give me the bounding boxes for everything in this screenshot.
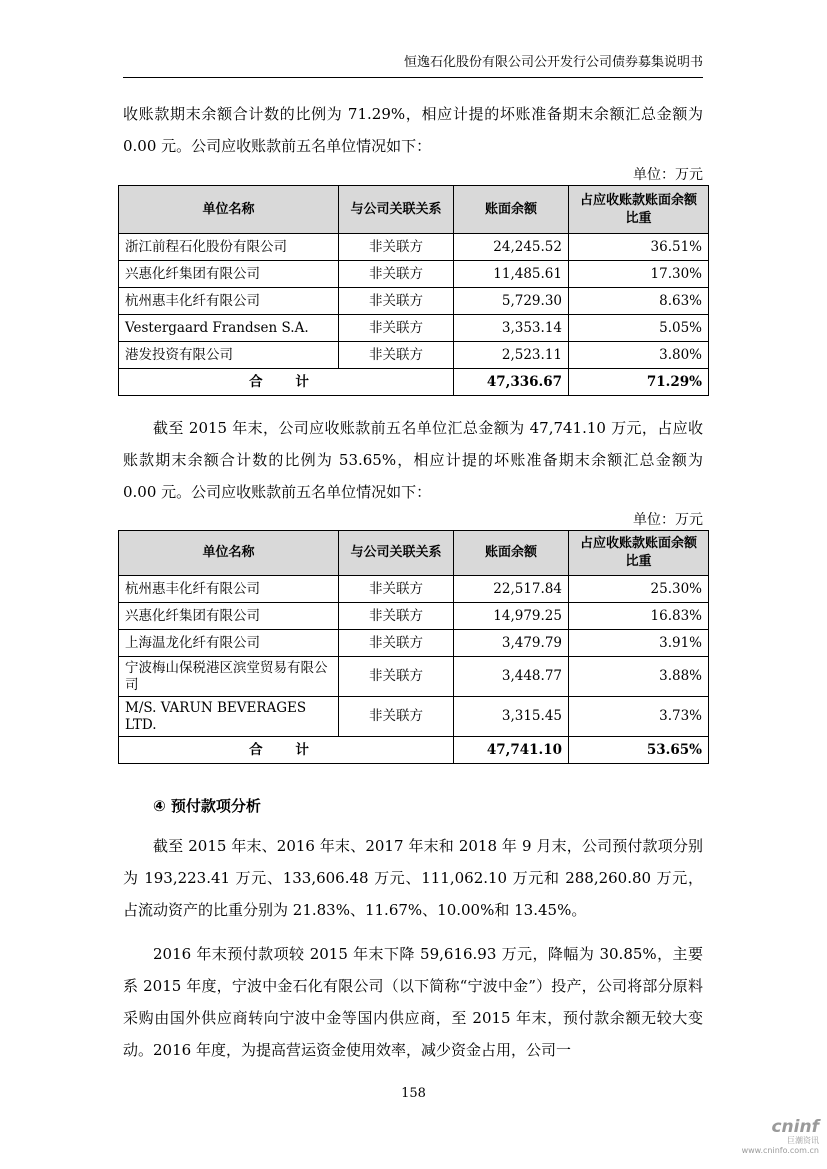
total-balance: 47,741.10 (454, 737, 569, 764)
table-row (119, 657, 709, 697)
cell-relation: 非关联方 (339, 697, 454, 737)
cell-balance: 3,315.45 (454, 697, 569, 737)
paragraph-receivables-2015: 截至 2015 年末，公司应收账款前五名单位汇总金额为 47,741.10 万元，占应收账款期末余额合计数的比例为 53.65%，相应计提的坏账准备期末余额汇总金额为 0.00 元。公司应收账款前五名单位情况如下： (123, 419, 703, 501)
cninfo-logo (739, 1118, 819, 1156)
header-divider (123, 77, 703, 78)
cell-relation: 非关联方 (339, 234, 454, 261)
receivables-table-2 (118, 530, 709, 764)
col-header-balance: 账面余额 (454, 531, 569, 576)
document-header: 恒逸石化股份有限公司公开发行公司债券募集说明书 (403, 55, 703, 70)
cell-relation: 非关联方 (339, 657, 454, 697)
receivables-table-1 (118, 185, 709, 396)
cell-name: Vestergaard Frandsen S.A. (119, 315, 339, 342)
cell-name: 港发投资有限公司 (119, 342, 339, 369)
total-balance: 47,336.67 (454, 369, 569, 396)
paragraph-receivables-2016: 收账款期末余额合计数的比例为 71.29%，相应计提的坏账准备期末余额汇总金额为 0.00 元。公司应收账款前五名单位情况如下： (123, 105, 703, 155)
total-ratio: 53.65% (569, 737, 709, 764)
table1-unit: 单位：万元 (633, 167, 703, 183)
table-row (119, 342, 709, 369)
cell-ratio: 3.91% (569, 630, 709, 657)
cell-ratio: 16.83% (569, 603, 709, 630)
cell-name: 兴惠化纤集团有限公司 (119, 261, 339, 288)
table-total-row (119, 737, 709, 764)
total-label: 合 计 (119, 737, 454, 764)
table2-unit: 单位：万元 (633, 512, 703, 528)
cell-name: 浙江前程石化股份有限公司 (119, 234, 339, 261)
cell-relation: 非关联方 (339, 315, 454, 342)
cell-ratio: 5.05% (569, 315, 709, 342)
col-header-relation: 与公司关联关系 (339, 186, 454, 234)
cell-balance: 24,245.52 (454, 234, 569, 261)
cell-relation: 非关联方 (339, 342, 454, 369)
cell-ratio: 8.63% (569, 288, 709, 315)
table-row (119, 315, 709, 342)
cell-balance: 3,353.14 (454, 315, 569, 342)
cell-ratio: 3.73% (569, 697, 709, 737)
cell-name: M/S. VARUN BEVERAGES LTD. (119, 697, 339, 737)
table-row (119, 697, 709, 737)
cell-relation: 非关联方 (339, 630, 454, 657)
table-row (119, 630, 709, 657)
total-label: 合 计 (119, 369, 454, 396)
table-row (119, 288, 709, 315)
col-header-ratio: 占应收账款账面余额比重 (569, 186, 709, 234)
logo-url-text: www.cninfo.com.cn (741, 1146, 819, 1155)
section-heading: ④ 预付款项分析 (153, 797, 261, 815)
cell-balance: 3,479.79 (454, 630, 569, 657)
paragraph-prepayments: 截至 2015 年末、2016 年末、2017 年末和 2018 年 9 月末，公司预付款项分别为 193,223.41 万元、133,606.48 万元、111,062.10 万元和 288,260.80 万元，占流动资产的比重分别为 21.83%、11.67%、10.00%和 13.45%。 (123, 837, 703, 919)
cell-name: 杭州惠丰化纤有限公司 (119, 288, 339, 315)
cell-relation: 非关联方 (339, 603, 454, 630)
col-header-name: 单位名称 (119, 531, 339, 576)
cell-ratio: 17.30% (569, 261, 709, 288)
total-ratio: 71.29% (569, 369, 709, 396)
cell-name: 上海温龙化纤有限公司 (119, 630, 339, 657)
cell-name: 宁波梅山保税港区滨堂贸易有限公司 (119, 657, 339, 697)
col-header-balance: 账面余额 (454, 186, 569, 234)
cell-balance: 14,979.25 (454, 603, 569, 630)
logo-cn-text: 巨潮资讯 (787, 1136, 819, 1145)
cell-balance: 5,729.30 (454, 288, 569, 315)
cell-balance: 11,485.61 (454, 261, 569, 288)
table-header-row (119, 186, 709, 234)
table-row (119, 603, 709, 630)
cell-balance: 3,448.77 (454, 657, 569, 697)
col-header-name: 单位名称 (119, 186, 339, 234)
table-row (119, 576, 709, 603)
table-total-row (119, 369, 709, 396)
col-header-relation: 与公司关联关系 (339, 531, 454, 576)
table-row (119, 234, 709, 261)
cell-balance: 2,523.11 (454, 342, 569, 369)
cell-name: 兴惠化纤集团有限公司 (119, 603, 339, 630)
cell-ratio: 25.30% (569, 576, 709, 603)
col-header-ratio: 占应收账款账面余额比重 (569, 531, 709, 576)
logo-mark: cninf (771, 1117, 819, 1137)
cell-relation: 非关联方 (339, 576, 454, 603)
cell-relation: 非关联方 (339, 288, 454, 315)
paragraph-prepayments-change: 2016 年末预付款项较 2015 年末下降 59,616.93 万元，降幅为 30.85%，主要系 2015 年度，宁波中金石化有限公司（以下简称“宁波中金”）投产，公司将部分原料采购由国外供应商转向宁波中金等国内供应商，至 2015 年末，预付款余额无较大变动。2016 年度，为提高营运资金使用效率，减少资金占用，公司一 (123, 945, 703, 1059)
cell-ratio: 36.51% (569, 234, 709, 261)
cell-relation: 非关联方 (339, 261, 454, 288)
cell-name: 杭州惠丰化纤有限公司 (119, 576, 339, 603)
table-header-row (119, 531, 709, 576)
cell-balance: 22,517.84 (454, 576, 569, 603)
cell-ratio: 3.88% (569, 657, 709, 697)
page-number: 158 (401, 1086, 426, 1101)
table-row (119, 261, 709, 288)
cell-ratio: 3.80% (569, 342, 709, 369)
